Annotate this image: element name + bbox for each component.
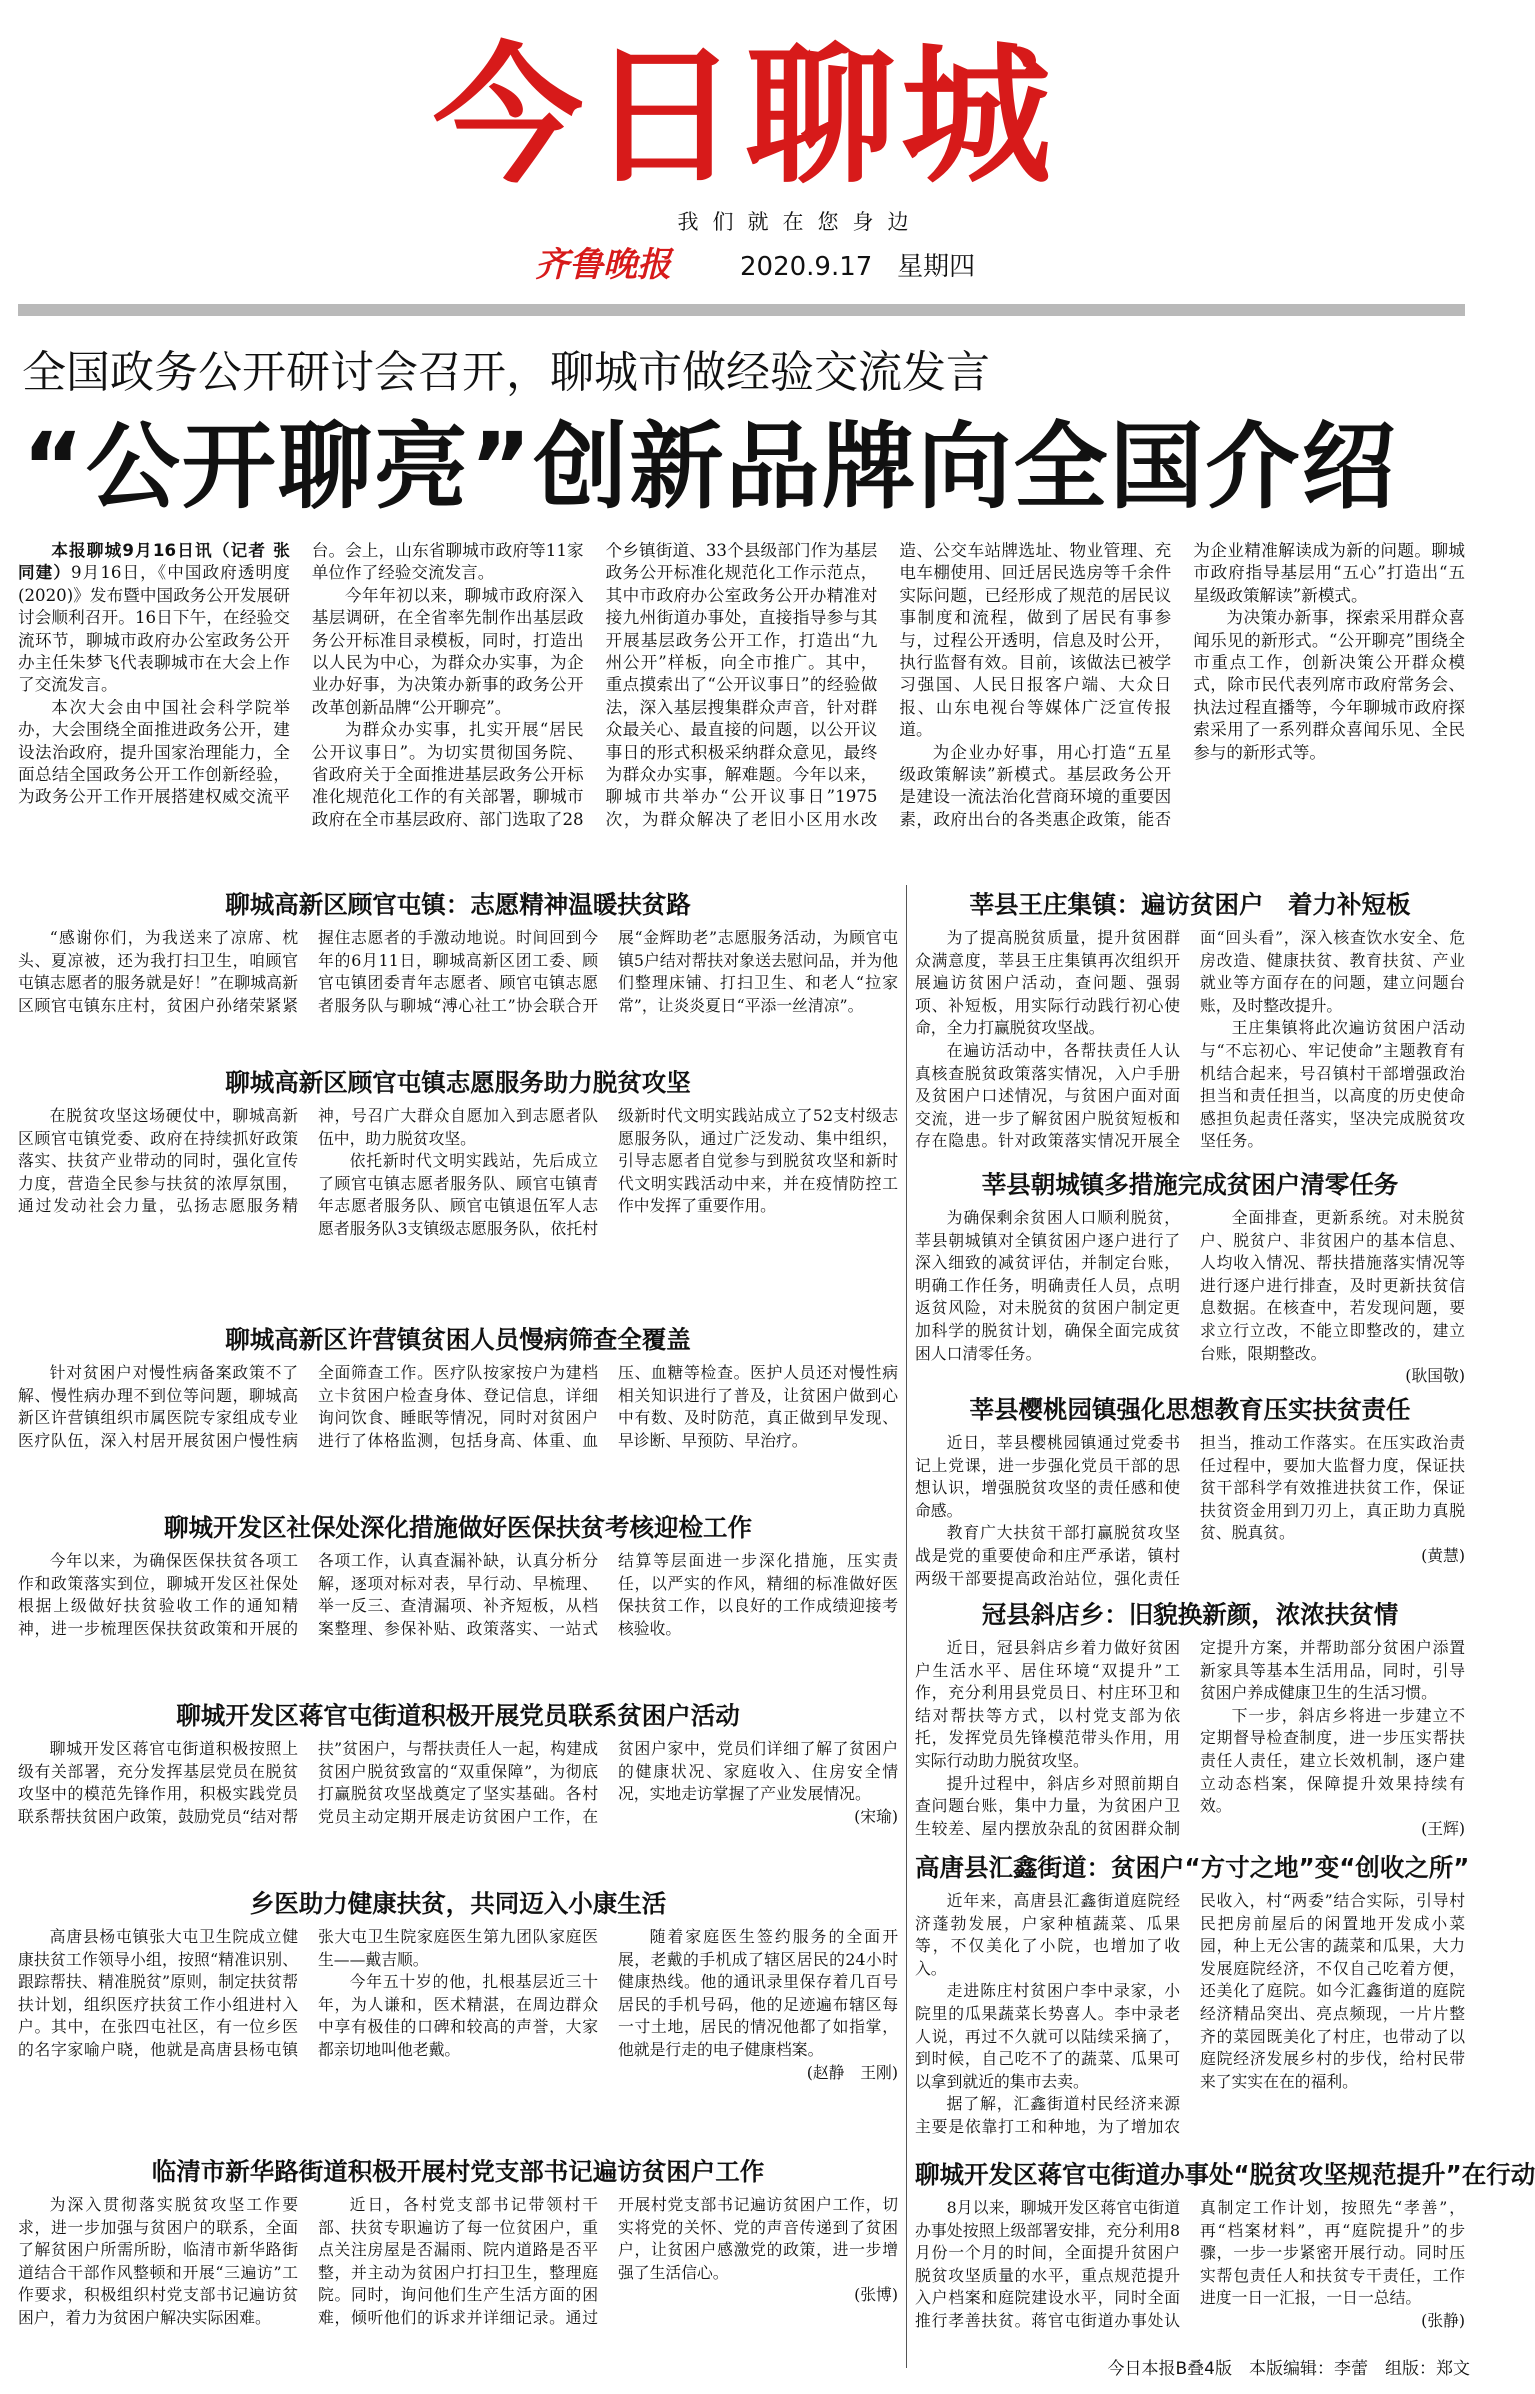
column-divider: [906, 885, 907, 2368]
masthead: [0, 0, 1483, 300]
story-title: 冠县斜店乡：旧貌换新颜，浓浓扶贫情: [981, 1600, 1399, 1629]
story-title: 聊城开发区蒋官屯街道积极开展党员联系贫困户活动: [176, 1701, 740, 1730]
story-byline: (王辉): [1421, 1818, 1465, 1838]
story-paragraph: 8月以来，聊城开发区蒋官屯街道办事处按照上级部署安排，充分利用8月份一个月的时间，全面提升贫困户脱贫攻坚质量的水平，重点规范提升入户档案和庭院建设水平，同时全面推行孝善扶贫。蒋官屯街道办事处认真制定工作计划，按照先“孝善”，再“档案材料”，再“庭院提升”的步骤，一步一步紧密开展行动。同时压实帮包责任人和扶贫专干责任，工作进度一日一汇报，一日一总结。: [915, 2198, 1465, 2330]
lead-article-body: [18, 540, 1465, 883]
story-paragraph: 在脱贫攻坚这场硬仗中，聊城高新区顾官屯镇党委、政府在持续抓好政策落实、扶贫产业带动的同时，强化宣传力度，营造全民参与扶贫的浓厚氛围，通过发动社会力量，弘扬志愿服务精神，号召广大群众自愿加入到志愿者队伍中，助力脱贫攻坚。: [18, 1106, 598, 1216]
story-gaoxin-volunteer-spirit: [18, 885, 898, 1055]
lead-headline: “公开聊亮”创新品牌向全国介绍: [22, 413, 1398, 522]
story-paragraph: 据了解，汇鑫街道村民经济来源主要是依靠打工和种地，为了增加农民收入，村“两委”结合实际，引导村民把房前屋后的闲置地开发成小菜园，种上无公害的蔬菜和瓜果，大力发展庭院经济，不仅自己吃着方便，还美化了庭院。如今汇鑫街道的庭院经济精品突出、亮点频现，一片片整齐的菜园既美化了村庄，也带动了以庭院经济发展乡村的步伐，给村民带来了实实在在的福利。: [915, 1891, 1465, 2136]
story-body: [18, 1362, 898, 1500]
story-title: 莘县朝城镇多措施完成贫困户清零任务: [981, 1170, 1399, 1199]
story-byline: (张博): [854, 2285, 898, 2305]
story-body: [18, 1105, 898, 1313]
story-paragraph: 全面排查，更新系统。对未脱贫户、脱贫户、非贫困户的基本信息、人均收入情况、帮扶措施落实情况等进行逐户进行排查，及时更新扶贫信息数据。在核查中，若发现问题，要求立行立改，不能立即整改的，建立台账，限期整改。: [1200, 1208, 1465, 1363]
story-body: [18, 2194, 898, 2352]
story-paragraph: “感谢你们，为我送来了凉席、枕头、夏凉被，还为我打扫卫生，咱顾官屯镇志愿者的服务就是好！”在聊城高新区顾官屯镇东庄村，贫困户孙绪荣紧紧握住志愿者的手激动地说。时间回到今年的6月11日，聊城高新区团工委、顾官屯镇团委青年志愿者、顾官屯镇志愿者服务队与聊城“溥心社工”协会联合开展“金辉助老”志愿服务活动，为顾官屯镇5户结对帮扶对象送去慰问品，并为他们整理床铺、打扫卫生、和老人“拉家常”，让炎炎夏日“平添一丝清凉”。: [18, 928, 898, 1015]
masthead-divider: [18, 304, 1465, 316]
story-title: 聊城高新区顾官屯镇：志愿精神温暖扶贫路: [225, 890, 691, 919]
story-title: 高唐县汇鑫街道：贫困户“方寸之地”变“创收之所”: [915, 1853, 1470, 1882]
page-footer-credits: 今日本报B叠4版 本版编辑：李蕾 组版：郑文: [1107, 2359, 1470, 2379]
story-paragraph: 近日，各村党支部书记带领村干部、扶贫专职遍访了每一位贫困户，重点关注房屋是否漏雨、院内道路是否平整，并主动为贫困户打扫卫生，整理庭院。同时，询问他们生产生活方面的困难，倾听他们的诉求并详细记录。通过开展村党支部书记遍访贫困户工作，切实将党的关怀、党的声音传递到了贫困户，让贫困户感激党的政策，进一步增强了生活信心。: [318, 2195, 898, 2327]
story-title: 聊城开发区蒋官屯街道办事处“脱贫攻坚规范提升”在行动: [915, 2160, 1535, 2189]
story-byline: (黄慧): [1421, 1545, 1465, 1565]
story-paragraph: 走进陈庄村贫困户李中录家，小院里的瓜果蔬菜长势喜人。李中录老人说，再过不久就可以陆续采摘了，到时候，自己吃不了的蔬菜、瓜果可以拿到就近的集市去卖。: [915, 1981, 1180, 2091]
story-body: [915, 1637, 1465, 1840]
story-paragraph: 下一步，斜店乡将进一步建立不定期督导检查制度，进一步压实帮扶责任人责任，建立长效机制，逐户建立动态档案，保障提升效果持续有效。: [1200, 1705, 1465, 1816]
story-byline: (耿国敬): [1405, 1366, 1465, 1386]
story-paragraph: 高唐县杨屯镇张大屯卫生院成立健康扶贫工作领导小组，按照“精准识别、跟踪帮扶、精准脱贫”原则，制定扶贫帮扶计划，组织医疗扶贫工作小组进村入户。其中，在张四屯社区，有一位乡医的名字家喻户晓，他就是高唐县杨屯镇张大屯卫生院家庭医生第九团队家庭医生——戴吉顺。: [18, 1927, 598, 2059]
story-xiedian-renewal: [915, 1595, 1465, 1840]
story-paragraph: 近日，冠县斜店乡着力做好贫困户生活水平、居住环境“双提升”工作，充分利用县党员日、村庄环卫和结对帮扶等方式，以村党支部为依托，发挥党员先锋模范带头作用，用实际行动助力脱贫攻坚。: [915, 1638, 1180, 1770]
issue-weekday: 星期四: [897, 252, 976, 282]
lead-paragraph: 9月16日，《中国政府透明度(2020)》发布暨中国政务公开发展研讨会顺利召开。16日下午，在经验交流环节，聊城市政府办公室政务公开办主任朱梦飞代表聊城市在大会上作了交流发言。: [18, 563, 290, 695]
issue-date: 2020.9.17: [740, 252, 873, 282]
lead-paragraph: 为企业办好事，用心打造“五星级政策解读”新模式。基层政务公开是建设一流法治化营商环境的重要因素，政府出台的各类惠企政策，能否为企业精准解读成为新的问题。聊城市政府指导基层用“五心”打造出“五星级政策解读”新模式。: [899, 541, 1465, 829]
story-body: [18, 1738, 898, 1876]
story-jiangguantun-standardization: [915, 2155, 1535, 2350]
story-byline: (赵静 王刚): [806, 2062, 898, 2082]
story-body: [915, 1432, 1465, 1588]
story-chaocheng-clearing: [915, 1165, 1465, 1386]
story-paragraph: 聊城开发区蒋官屯街道积极按照上级有关部署，充分发挥基层党员在脱贫攻坚中的模范先锋作用，积极实践党员联系帮扶贫困户政策，鼓励党员“结对帮扶”贫困户，与帮扶责任人一起，构建成贫困户脱贫致富的“双重保障”，为彻底打赢脱贫攻坚战奠定了坚实基础。各村党员主动定期开展走访贫困户工作，在贫困户家中，党员们详细了解了贫困户的健康状况、家庭收入、住房安全情况，实地走访掌握了产业发展情况。: [18, 1739, 898, 1826]
story-paragraph: 随着家庭医生签约服务的全面开展，老戴的手机成了辖区居民的24小时健康热线。他的通讯录里保存着几百号居民的手机号码，他的足迹遍布辖区每一寸土地，居民的情况他都了如指掌，他就是行走的电子健康档案。: [618, 1927, 898, 2059]
story-title: 莘县樱桃园镇强化思想教育压实扶贫责任: [969, 1395, 1411, 1424]
story-huixin-courtyard-economy: [915, 1848, 1470, 2148]
story-body: [915, 927, 1465, 1157]
story-rural-doctor-health: [18, 1884, 898, 2144]
story-title: 聊城开发区社保处深化措施做好医保扶贫考核迎检工作: [164, 1513, 752, 1542]
issue-date-line: [740, 250, 1080, 284]
story-paragraph: 针对贫困户对慢性病备案政策不了解、慢性病办理不到位等问题，聊城高新区许营镇组织市属医院专家组成专业医疗队伍，深入村居开展贫困户慢性病全面筛查工作。医疗队按家按户为建档立卡贫困户检查身体、登记信息，详细询问饮食、睡眠等情况，同时对贫困户进行了体格监测，包括身高、体重、血压、血糖等检查。医护人员还对慢性病相关知识进行了普及，让贫困户做到心中有数、及时防范，真正做到早发现、早诊断、早预防、早治疗。: [18, 1363, 898, 1450]
story-wangzhuangji-visits: [915, 885, 1465, 1157]
story-linqing-secretary-visits: [18, 2152, 898, 2352]
story-byline: (张静): [1421, 2310, 1465, 2330]
lead-paragraph: 为决策办新事，探索采用群众喜闻乐见的新形式。“公开聊亮”围绕全市重点工作，创新决策公开群众模式，除市民代表列席市政府常务会、执法过程直播等，今年聊城市政府探索采用了一系列群众喜闻乐见、全民参与的新形式等。: [1193, 608, 1465, 762]
story-body: [18, 1926, 898, 2144]
story-paragraph: 为确保剩余贫困人口顺利脱贫，莘县朝城镇对全镇贫困户逐户进行了深入细致的减贫评估，并制定台账，明确工作任务，明确责任人员，点明返贫风险，对未脱贫的贫困户制定更加科学的脱贫计划，确保全面完成贫困人口清零任务。: [915, 1208, 1180, 1363]
story-title: 聊城高新区许营镇贫困人员慢病筛查全覆盖: [225, 1325, 691, 1354]
story-paragraph: 今年五十岁的他，扎根基层近三十年，为人谦和，医术精湛，在周边群众中享有极佳的口碑和较高的声誉，大家都亲切地叫他老戴。: [318, 1972, 598, 2059]
story-kaifa-social-security: [18, 1508, 898, 1688]
story-paragraph: 为深入贯彻落实脱贫攻坚工作要求，进一步加强与贫困户的联系，全面了解贫困户所需所盼，临清市新华路街道结合干部作风整顿和开展“三遍访”工作要求，积极组织村党支部书记遍访贫困户，着力为贫困户解决实际困难。: [18, 2195, 298, 2327]
story-byline: (宋瑜): [854, 1806, 898, 1826]
lead-kicker: 全国政务公开研讨会召开，聊城市做经验交流发言: [22, 347, 990, 398]
story-body: [18, 1550, 898, 1688]
story-title: 乡医助力健康扶贫，共同迈入小康生活: [249, 1889, 667, 1918]
story-body: [18, 927, 898, 1055]
story-xuying-chronic-screening: [18, 1320, 898, 1500]
story-yingtaoyuan-education: [915, 1390, 1465, 1588]
story-paragraph: 教育广大扶贫干部打赢脱贫攻坚战是党的重要使命和庄严承诺，镇村两级干部要提高政治站位，强化责任担当，推动工作落实。在压实政治责任过程中，要加大监督力度，保证扶贫干部科学有效推进扶贫工作，保证扶贫资金用到刀刃上，真正助力真脱贫、脱真贫。: [915, 1433, 1465, 1588]
story-body: [915, 1890, 1465, 2148]
story-paragraph: 近年来，高唐县汇鑫街道庭院经济蓬勃发展，户家种植蔬菜、瓜果等，不仅美化了小院，也增加了收入。: [915, 1891, 1180, 1978]
lead-dateline: 本报聊城9月16日讯（记者 张同建）: [18, 541, 290, 583]
story-paragraph: 依托新时代文明实践站，先后成立了顾官屯镇志愿者服务队、顾官屯镇青年志愿者服务队、顾官屯镇退伍军人志愿者服务队3支镇级志愿服务队，依托村级新时代文明实践站成立了52支村级志愿服务队，通过广泛发动、集中组织，引导志愿者自觉参与到脱贫攻坚和新时代文明实践活动中来，并在疫情防控工作中发挥了重要作用。: [318, 1106, 898, 1238]
lead-paragraph: 为群众办实事，扎实开展“居民公开议事日”。为切实贯彻国务院、省政府关于全面推进基层政务公开标准化规范化工作的有关部署，聊城市政府在全市基层政府、部门选取了28个乡镇街道、33个县级部门作为基层政务公开标准化规范化工作示范点，其中市政府办公室政务公开办精准对接九州街道办事处，直接指导参与其开展基层政务公开工作，打造出“九州公开”样板，向全市推广。其中，重点摸索出了“公开议事日”的经验做法，深入基层搜集群众声音，针对群众最关心、最直接的问题，以公开议事日的形式积极采纳群众意见，最终为群众办实事，解难题。今年以来，聊城市共举办“公开议事日”1975次，为群众解决了老旧小区用水改造、公交车站牌选址、物业管理、充电车棚使用、回迁居民选房等千余件实际问题，已经形成了规范的居民议事制度和流程，做到了居民有事参与，过程公开透明，信息及时公开，执行监督有效。目前，该做法已被学习强国、人民日报客户端、大众日报、山东电视台等媒体广泛宣传报道。: [311, 541, 1172, 829]
masthead-title: 今日聊城: [432, 30, 1057, 204]
lead-paragraph: 本次大会由中国社会科学院举办，大会围绕全面推进政务公开，建设法治政府，提升国家治理能力，全面总结全国政务公开工作创新经验，为政务公开工作开展搭建权威交流平台。会上，山东省聊城市政府等11家单位作了经验交流发言。: [18, 541, 584, 807]
story-title: 临清市新华路街道积极开展村党支部书记遍访贫困户工作: [151, 2157, 765, 2186]
story-paragraph: 为了提高脱贫质量，提升贫困群众满意度，莘县王庄集镇再次组织开展遍访贫困户活动，查问题、强弱项、补短板，用实际行动践行初心使命，全力打赢脱贫攻坚战。: [915, 928, 1180, 1038]
story-paragraph: 提升过程中，斜店乡对照前期自查问题台账，集中力量，为贫困户卫生较差、屋内摆放杂乱的贫困群众制定提升方案，并帮助部分贫困户添置新家具等基本生活用品，同时，引导贫困户养成健康卫生的生活习惯。: [915, 1638, 1465, 1838]
story-jiangguantun-party-members: [18, 1696, 898, 1876]
story-body: [915, 2197, 1465, 2350]
story-paragraph: 今年以来，为确保医保扶贫各项工作和政策落实到位，聊城开发区社保处根据上级做好扶贫验收工作的通知精神，进一步梳理医保扶贫政策和开展的各项工作，认真查漏补缺，认真分析分解，逐项对标对表，早行动、早梳理、举一反三、查清漏项、补齐短板，从档案整理、参保补贴、政策落实、一站式结算等层面进一步深化措施，压实责任，以严实的作风，精细的标准做好医保扶贫工作，以良好的工作成绩迎接考核验收。: [18, 1551, 898, 1638]
story-title: 聊城高新区顾官屯镇志愿服务助力脱贫攻坚: [225, 1068, 691, 1097]
story-title: 莘县王庄集镇：遍访贫困户 着力补短板: [969, 890, 1411, 919]
story-paragraph: 在遍访活动中，各帮扶责任人认真核查脱贫政策落实情况，入户手册及贫困户口述情况，与贫困户面对面交流，进一步了解贫困户脱贫短板和存在隐患。针对政策落实情况开展全面“回头看”，深入核查饮水安全、危房改造、健康扶贫、教育扶贫、产业就业等方面存在的问题，建立问题台账，及时整改提升。: [915, 928, 1465, 1151]
story-paragraph: 近日，莘县樱桃园镇通过党委书记上党课，进一步强化党员干部的思想认识，增强脱贫攻坚的责任感和使命感。: [915, 1433, 1180, 1520]
lead-paragraph: 今年年初以来，聊城市政府深入基层调研，在全省率先制作出基层政务公开标准目录模板，同时，打造出以人民为中心，为群众办实事，为企业办好事，为决策办新事的政务公开改革创新品牌“公开聊亮”。: [311, 585, 584, 717]
story-body: [915, 1207, 1465, 1386]
story-paragraph: 王庄集镇将此次遍访贫困户活动与“不忘初心、牢记使命”主题教育有机结合起来，号召镇村干部增强政治担当和责任担当，以高度的历史使命感担负起责任落实，坚决完成脱贫攻坚任务。: [1200, 1018, 1465, 1151]
masthead-slogan: 我们就在您身边: [677, 210, 923, 234]
story-gaoxin-volunteer-service: [18, 1063, 898, 1313]
newspaper-brand-logo: 齐鲁晚报: [535, 245, 671, 285]
